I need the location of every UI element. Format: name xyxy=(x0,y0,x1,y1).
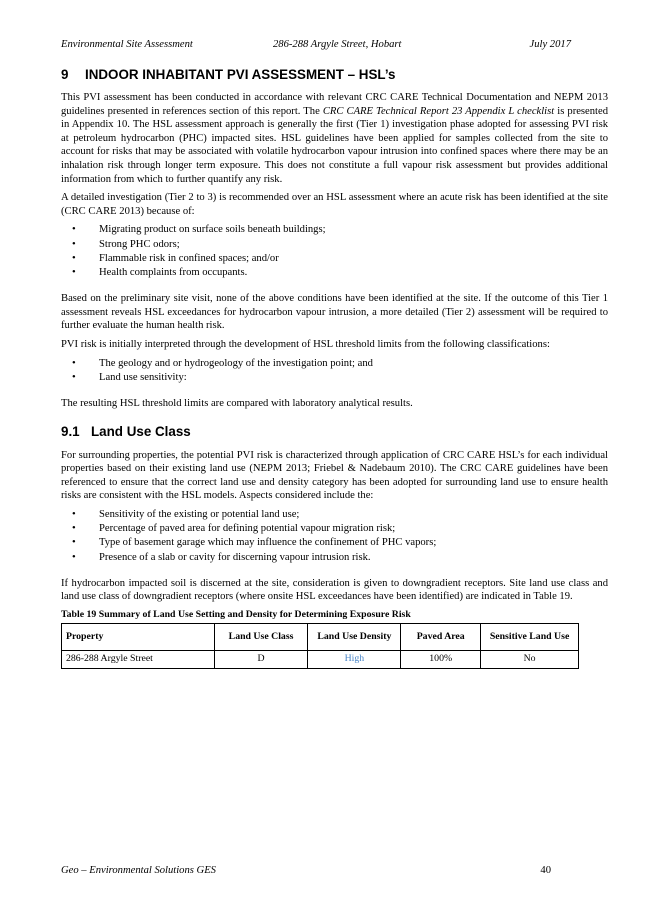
table-row xyxy=(62,650,579,668)
section-9-heading xyxy=(61,66,608,83)
classification-list xyxy=(61,357,608,385)
col-header-property: Property xyxy=(62,623,215,650)
p1-text-a: This PVI assessment has been conducted in accordance with relevant CRC CARE Technical Documentation and NEPM 2013 guidelines presented in references section of this report. The xyxy=(61,92,608,117)
page-content xyxy=(61,66,608,669)
col-header-land-use-class: Land Use Class xyxy=(214,623,308,650)
list-item: • Percentage of paved area for defining potential vapour migration risk; xyxy=(61,522,608,536)
cell-paved-area: 100% xyxy=(401,650,481,668)
list-item: • Land use sensitivity: xyxy=(61,371,608,385)
page-number: 40 xyxy=(540,865,551,876)
table-19 xyxy=(61,623,579,669)
p1-italic-reference: CRC CARE Technical Report 23 Appendix L checklist xyxy=(322,105,555,117)
header-document-title: Environmental Site Assessment xyxy=(61,39,193,50)
table-header-row xyxy=(62,623,579,650)
footer-company-name: Geo – Environmental Solutions GES xyxy=(61,865,216,876)
section-9-paragraph-2: A detailed investigation (Tier 2 to 3) is recommended over an HSL assessment where an acute risk has been identified at the site (CRC CARE 2013) because of: xyxy=(61,192,608,217)
section-9-1-title: Land Use Class xyxy=(91,423,191,439)
list-item: • Flammable risk in confined spaces; and/or xyxy=(61,252,608,266)
section-9-paragraph-4: PVI risk is initially interpreted through the development of HSL threshold limits from the following classifications: xyxy=(61,338,550,350)
section-9-1-heading xyxy=(61,423,608,440)
section-9-1-paragraph-1: For surrounding properties, the potential PVI risk is characterized through application of CRC CARE HSL’s for each individual properties based on their existing land use (NEPM 2013; Friebel & Nadebaum 2010). The CRC CARE guidelines have been referenced to ensure that the correct land use and density category has been adopted for surrounding land use to ensure health risks are consistent with the HSL models. Aspects considered include the: xyxy=(61,449,608,502)
col-header-paved-area: Paved Area xyxy=(401,623,481,650)
col-header-land-use-density: Land Use Density xyxy=(308,623,401,650)
cell-land-use-density: High xyxy=(308,650,401,668)
header-date: July 2017 xyxy=(529,39,571,50)
table-19-caption: Table 19 Summary of Land Use Setting and Density for Determining Exposure Risk xyxy=(61,608,411,620)
section-9-1-number: 9.1 xyxy=(61,423,80,439)
p1-text-b: is presented in Appendix 10. The HSL assessment approach is generally the first (Tier 1) investigation phase adopted for assessing PVI risk at petroleum hydrocarbon (PHC) impacted sites. HSL guidelines have been applied for samples collected from the site to account for risks that may be associated with volatile hydrocarbon vapour intrusion into confined spaces where there may be an inhalation risk through longer term exposure. This does not constitute a full vapour risk assessment but provides additional information from which to further quantify any risk. xyxy=(61,105,608,185)
section-9-paragraph-5: The resulting HSL threshold limits are compared with laboratory analytical results. xyxy=(61,397,413,409)
section-9-title: INDOOR INHABITANT PVI ASSESSMENT – HSL’s xyxy=(85,67,396,82)
page-header xyxy=(61,39,571,55)
list-item: • Strong PHC odors; xyxy=(61,238,608,252)
list-item: • The geology and or hydrogeology of the investigation point; and xyxy=(61,357,608,371)
aspects-considered-list xyxy=(61,508,608,565)
list-item: • Health complaints from occupants. xyxy=(61,266,608,280)
section-9-number: 9 xyxy=(61,67,69,82)
list-item: • Type of basement garage which may influence the confinement of PHC vapors; xyxy=(61,536,608,550)
cell-land-use-class: D xyxy=(214,650,308,668)
section-9-1-paragraph-2: If hydrocarbon impacted soil is discerned at the site, consideration is given to downgradient receptors. Site land use class and land use class of downgradient receptors (where onsite HSL exceedances have been identified) are indicated in Table 19. xyxy=(61,577,608,603)
list-item: • Sensitivity of the existing or potential land use; xyxy=(61,508,608,522)
list-item: • Migrating product on surface soils beneath buildings; xyxy=(61,223,608,237)
list-item: • Presence of a slab or cavity for discerning vapour intrusion risk. xyxy=(61,551,608,565)
cell-property: 286-288 Argyle Street xyxy=(62,650,215,668)
cell-sensitive-land-use: No xyxy=(481,650,579,668)
header-site-address: 286-288 Argyle Street, Hobart xyxy=(273,39,402,50)
acute-risk-conditions-list xyxy=(61,223,608,280)
section-9-paragraph-1 xyxy=(61,91,608,186)
col-header-sensitive-land-use: Sensitive Land Use xyxy=(481,623,579,650)
section-9-paragraph-3: Based on the preliminary site visit, none of the above conditions have been identified at the site. If the outcome of this Tier 1 assessment reveals HSL exceedances for hydrocarbon vapour intrusion, a more detailed (Tier 2) assessment will be required to further evaluate the human health risk. xyxy=(61,293,608,332)
page-footer xyxy=(61,865,551,881)
